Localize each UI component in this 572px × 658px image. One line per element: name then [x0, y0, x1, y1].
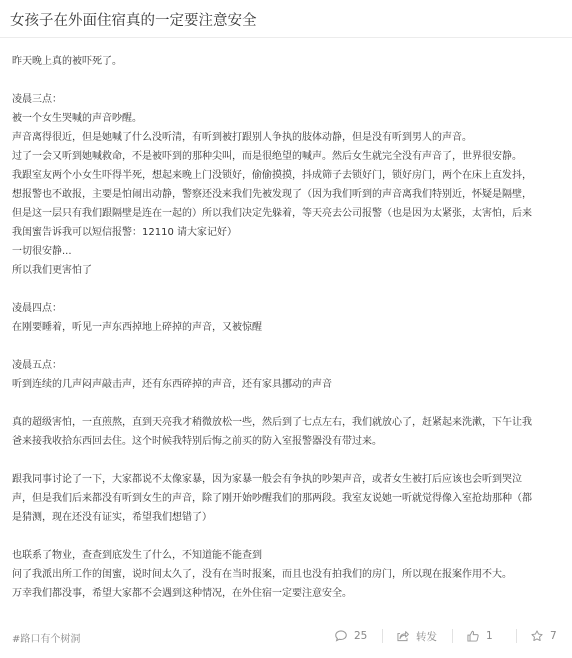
bookmark-count: 7 [550, 630, 557, 642]
post-line: 所以我们更害怕了 [12, 265, 92, 276]
like-button[interactable] [466, 626, 493, 646]
post-line: 想报警也不敢报，主要是怕闹出动静，警察还没来我们先被发现了（因为我们听到的声音离我们特别近，怀疑是隔壁， [12, 189, 532, 200]
post-line [12, 394, 564, 413]
post-line: 但是这一层只有我们跟隔壁是连在一起的）所以我们决定先躲着，等天亮去公司报警（也是因为太紧张，太害怕，后来 [12, 208, 532, 219]
post-line: 被一个女生哭喊的声音吵醒。 [12, 113, 142, 124]
post-footer [0, 620, 572, 652]
like-icon [466, 629, 480, 643]
post-line: 万幸我们都没事，希望大家都不会遇到这种情况，在外住宿一定要注意安全。 [12, 588, 352, 599]
bookmark-button[interactable] [530, 626, 557, 646]
post-line: 也联系了物业，查查到底发生了什么，不知道能不能查到 [12, 550, 262, 561]
post-line [12, 451, 564, 470]
post-line [12, 527, 564, 546]
post-line: 凌晨五点： [12, 360, 62, 371]
comment-button[interactable] [334, 626, 367, 646]
comment-count: 25 [354, 630, 368, 642]
post-line [12, 71, 564, 90]
post-line: 真的超级害怕，一直煎熬，直到天亮我才稍微放松一些，然后到了七点左右，我们就放心了，赶紧起来洗漱，下午让我 [12, 417, 532, 428]
post-line: 声，但是我们后来都没有听到女生的声音，除了刚开始吵醒我们的那两段。我室友说她一听就觉得像入室抢劫那种（都 [12, 493, 532, 504]
post-line: 我跟室友两个小女生吓得半死，想起来晚上门没锁好，偷偷摸摸，抖成筛子去锁好门，锁好房门，两个在床上直发抖， [12, 170, 532, 181]
post-line: 是猜测，现在还没有证实，希望我们想错了） [12, 512, 212, 523]
post-title: 女孩子在外面住宿真的一定要注意安全 [10, 13, 257, 29]
post-line: 跟我同事讨论了一下，大家都说不太像家暴，因为家暴一般会有争执的吵架声音，或者女生被打后应该也会听到哭泣 [12, 474, 522, 485]
post-line: 爸来接我收拾东西回去住。这个时候我特别后悔之前买的防入室报警器没有带过来。 [12, 436, 382, 447]
divider [382, 629, 383, 643]
post-line: 在刚要睡着，听见一声东西掉地上碎掉的声音，又被惊醒 [12, 322, 262, 333]
post-line: 声音离得很近，但是她喊了什么没听清，有听到被打跟别人争执的肢体动静，但是没有听到男人的声音。 [12, 132, 472, 143]
comment-icon [334, 629, 348, 643]
like-count: 1 [486, 630, 493, 642]
divider [516, 629, 517, 643]
post-line: 过了一会又听到她喊救命，不是被吓到的那种尖叫，而是很绝望的喊声。然后女生就完全没有声音了，世界很安静。 [12, 151, 522, 162]
post-line: 凌晨三点： [12, 94, 62, 105]
bookmark-icon [530, 629, 544, 643]
post-line [12, 337, 564, 356]
post-line: 一切很安静... [12, 246, 72, 257]
post-line: 我闺蜜告诉我可以短信报警：12110 请大家记好） [12, 227, 237, 238]
post-line: 凌晨四点： [12, 303, 62, 314]
post-body [12, 52, 564, 603]
repost-icon [396, 629, 410, 643]
post-header [0, 0, 572, 38]
post-line: 昨天晚上真的被吓死了。 [12, 56, 122, 67]
topic-tag[interactable]: #路口有个树洞 [12, 634, 81, 645]
divider [452, 629, 453, 643]
repost-label: 转发 [416, 630, 437, 643]
post-line: 问了我派出所工作的闺蜜，说时间太久了，没有在当时报案，而且也没有拍我们的房门，所以现在报案作用不大。 [12, 569, 512, 580]
post-line: 听到连续的几声闷声敲击声，还有东西碎掉的声音，还有家具挪动的声音 [12, 379, 332, 390]
repost-button[interactable] [396, 626, 437, 646]
post-line [12, 280, 564, 299]
